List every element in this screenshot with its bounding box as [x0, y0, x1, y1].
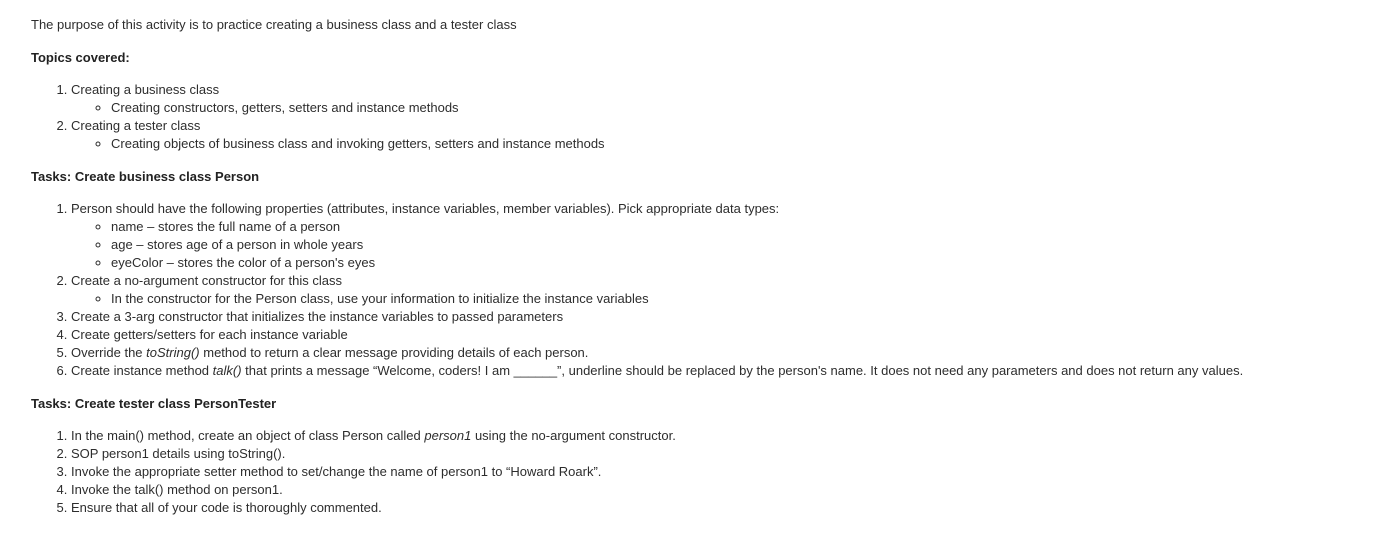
intro-paragraph: The purpose of this activity is to practice creating a business class and a tester class: [31, 17, 517, 32]
task-text: that prints a message “Welcome, coders! I am ______”, underline should be replaced by the person's name. It does not need any parameters and does not return any values.: [241, 363, 1244, 378]
task-text: Create instance method: [71, 363, 213, 378]
task-text: using the no-argument constructor.: [471, 428, 676, 443]
task-item: [71, 362, 1371, 380]
object-name: person1: [424, 428, 472, 443]
method-name: toString(): [146, 345, 200, 360]
person-tasks-list: [31, 200, 1371, 380]
task-text: Create a no-argument constructor for this class: [71, 273, 342, 288]
task-item: [71, 427, 1371, 445]
task-text: Person should have the following properties (attributes, instance variables, member variables). Pick appropriate data types:: [71, 201, 780, 216]
task-subitem: ◦ In the constructor for the Person class, use your information to initialize the instance variables: [111, 290, 1371, 308]
tester-tasks-heading: Tasks: Create tester class PersonTester: [31, 396, 277, 411]
task-text: method to return a clear message providing details of each person.: [199, 345, 589, 360]
property-item: ◦ name – stores the full name of a person: [111, 218, 1371, 236]
topic-sublist: [71, 99, 1371, 117]
property-item: ◦ age – stores age of a person in whole years: [111, 236, 1371, 254]
task-item: 3. Invoke the appropriate setter method to set/change the name of person1 to “Howard Roark”.: [71, 463, 1371, 481]
topics-list: [31, 81, 1371, 153]
task-item: 3. Create a 3-arg constructor that initializes the instance variables to passed parameters: [71, 308, 1371, 326]
topic-subitem: ◦ Creating objects of business class and invoking getters, setters and instance methods: [111, 135, 1371, 153]
topic-item: [71, 117, 1371, 153]
topic-sublist: [71, 135, 1371, 153]
task-sublist: [71, 290, 1371, 308]
topic-subitem: ◦ Creating constructors, getters, setters and instance methods: [111, 99, 1371, 117]
topic-text: Creating a tester class: [71, 118, 201, 133]
method-name: talk(): [212, 363, 242, 378]
task-text: Override the: [71, 345, 147, 360]
task-item: 4. Create getters/setters for each instance variable: [71, 326, 1371, 344]
task-item: 4. Invoke the talk() method on person1.: [71, 481, 1371, 499]
task-item: [71, 344, 1371, 362]
topics-heading: Topics covered:: [31, 50, 130, 65]
task-text: In the main() method, create an object of class Person called: [71, 428, 425, 443]
assignment-content: [31, 16, 1371, 517]
property-item: ◦ eyeColor – stores the color of a person's eyes: [111, 254, 1371, 272]
topic-text: Creating a business class: [71, 82, 220, 97]
task-sublist: [71, 218, 1371, 272]
task-item: 5. Ensure that all of your code is thoroughly commented.: [71, 499, 1371, 517]
person-tasks-heading: Tasks: Create business class Person: [31, 169, 260, 184]
topic-item: [71, 81, 1371, 117]
task-item: [71, 272, 1371, 308]
tester-tasks-list: [31, 427, 1371, 517]
task-item: [71, 200, 1371, 272]
task-item: 2. SOP person1 details using toString().: [71, 445, 1371, 463]
